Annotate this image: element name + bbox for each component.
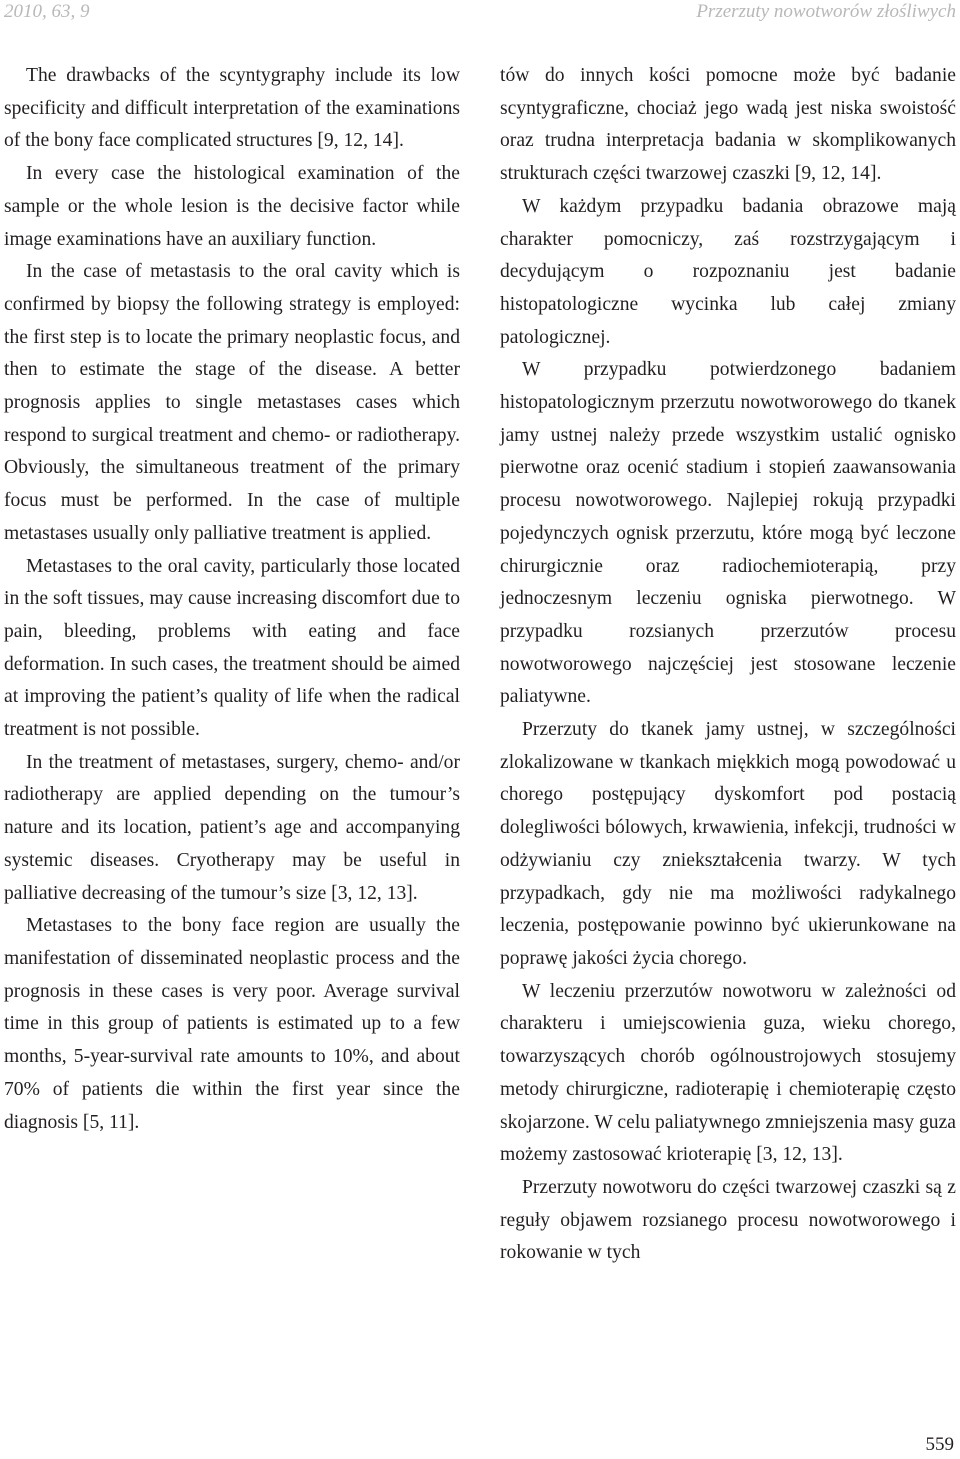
paragraph-scyntygraphy: The drawbacks of the scyntygraphy include its low specificity and difficult interpretation of the examinations of the bony face complicated structures [9, 12, 14]. [4,65,460,152]
polish-column [500,60,956,1270]
paragraph-prognosis: Metastases to the bony face region are usually the manifestation of disseminated neoplastic process and the prognosis in these cases is very poor. Average survival time in this group of patients is estimated up to a few months, 5-year-survival rate amounts to 10%, and about 70% of patients die within the first year since the diagnosis [5, 11]. [4,915,460,1133]
journal-citation: 2010, 63, 9 [4,1,90,22]
paragraph-histology: In every case the histological examination of the sample or the whole lesion is the decisive factor while image examinations have an auxiliary function. [4,163,460,250]
paragraph-treatment: In the treatment of metastases, surgery, chemo- and/or radiotherapy are applied depending on the tumour’s nature and its location, patient’s age and accompanying systemic diseases. Cryotherapy may be useful in palliative decreasing of the tumour’s size [3, 12, 13]. [4,751,460,904]
paragraph-soft-tissue: Metastases to the oral cavity, particularly those located in the soft tissues, may cause increasing discomfort due to pain, bleeding, problems with eating and face deformation. In such cases, the treatment should be aimed at improving the patient’s quality of life when the radical treatment is not possible. [4,555,460,741]
paragraph-rokowanie: Przerzuty nowotworu do części twarzowej czaszki są z reguły objawem rozsianego procesu nowotworowego i rokowanie w tych [500,1176,956,1264]
paragraph-strategia: W przypadku potwierdzonego badaniem histopatologicznym przerzutu nowotworowego do tkanek jamy ustnej należy przede wszystkim ustalić ognisko pierwotne oraz ocenić stadium i stopień zaawansowania procesu nowotworowego. Najlepiej rokują przypadki pojedynczych ognisk przerzutu, które mogą być leczone chirurgicznie oraz radiochemioterapią, przy jednoczesnym leczeniu ogniska pierwotnego. W przypadku rozsianych przerzutów procesu nowotworowego najczęściej jest stosowane leczenie paliatywne. [500,359,956,708]
article-running-title: Przerzuty nowotworów złośliwych [696,1,956,22]
paragraph-scyntygrafia: tów do innych kości pomocne może być badanie scyntygraficzne, chociaż jego wadą jest niska swoistość oraz trudna interpretacja badania w skomplikowanych strukturach części twarzowej czaszki [9, 12, 14]. [500,65,956,185]
page-number: 559 [925,1434,954,1455]
paragraph-leczenie: W leczeniu przerzutów nowotworu w zależności od charakteru i umiejscowienia guza, wieku chorego, towarzyszących chorób ogólnoustrojowych stosujemy metody chirurgiczne, radioterapię i chemioterapię często skojarzone. W celu paliatywnego zmniejszenia masy guza możemy zastosować krioterapię [3, 12, 13]. [500,980,956,1166]
paragraph-tkanki-miekkie: Przerzuty do tkanek jamy ustnej, w szczególności zlokalizowane w tkankach miękkich mogą powodować u chorego postępujący dyskomfort pod postacią dolegliwości bólowych, krwawienia, infekcji, trudności w odżywianiu czy zniekształcenia twarzy. W tych przypadkach, gdy nie ma możliwości radykalnego leczenia, postępowanie powinno być ukierunkowane na poprawę jakości życia chorego. [500,719,956,969]
english-column [4,60,460,1139]
running-header [0,0,960,28]
paragraph-histologia: W każdym przypadku badania obrazowe mają charakter pomocniczy, zaś rozstrzygającym i decydującym o rozpoznaniu jest badanie histopatologiczne wycinka lub całej zmiany patologicznej. [500,195,956,348]
paragraph-strategy: In the case of metastasis to the oral cavity which is confirmed by biopsy the following strategy is employed: the first step is to locate the primary neoplastic focus, and then to estimate the stage of the disease. A better prognosis applies to single metastases cases which respond to surgical treatment and chemo- or radiotherapy. Obviously, the simultaneous treatment of the primary focus must be performed. In the case of multiple metastases usually only palliative treatment is applied. [4,261,460,544]
